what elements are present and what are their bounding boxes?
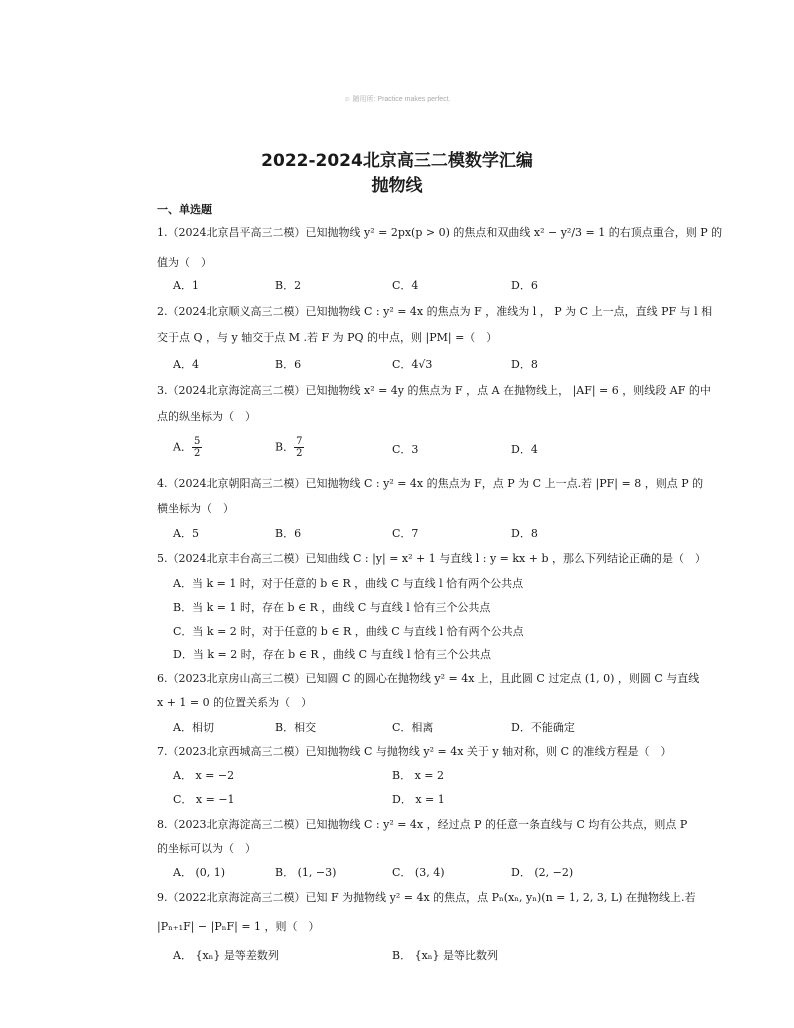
q7-option-a: A． x = −2: [173, 769, 235, 782]
section-heading: 一、单选题: [157, 203, 212, 216]
fraction-numerator: 7: [296, 436, 303, 447]
q3-option-d: D．4: [511, 443, 538, 456]
q5-option-b: B．当 k = 1 时，存在 b ∈ R ，曲线 C 与直线 l 恰有三个公共点: [173, 601, 491, 614]
q4-option-b: B．6: [275, 527, 302, 540]
fraction-numerator: 5: [193, 436, 201, 447]
q7-option-d: D． x = 1: [392, 793, 445, 806]
q9-option-b: B． {xₙ} 是等比数列: [392, 949, 499, 962]
question-6-line-1: 6.（2023北京房山高三二模）已知圆 C 的圆心在抛物线 y² = 4x 上，且此圆 C 过定点 (1, 0) ，则圆 C 与直线: [157, 672, 700, 685]
q3-option-a-label: A．: [173, 440, 192, 454]
q8-option-b: B． (1, −3): [275, 866, 337, 879]
q1-option-c: C．4: [392, 279, 419, 292]
q8-option-d: D． (2, −2): [511, 866, 574, 879]
q8-option-a: A． (0, 1): [173, 866, 226, 879]
question-8-line-1: 8.（2023北京海淀高三二模）已知抛物线 C : y² = 4x ，经过点 P 的任意一条直线与 C 均有公共点，则点 P: [157, 818, 688, 831]
header-note: ☺ 随用所: Practice makes perfect.: [343, 96, 451, 103]
q6-option-c: C．相离: [392, 721, 434, 734]
q4-option-d: D．8: [511, 527, 538, 540]
q3-option-a-fraction: [192, 436, 202, 459]
q5-option-a: A．当 k = 1 时，对于任意的 b ∈ R ，曲线 C 与直线 l 恰有两个公共点: [173, 577, 524, 590]
question-6-line-2: x + 1 = 0 的位置关系为（ ）: [157, 696, 313, 709]
q2-option-b: B．6: [275, 358, 302, 371]
q2-option-c: C．4√3: [392, 358, 433, 371]
document-subtitle: 抛物线: [371, 176, 423, 196]
question-3-line-1: 3.（2024北京海淀高三二模）已知抛物线 x² = 4y 的焦点为 F ，点 A 在抛物线上， |AF| = 6 ，则线段 AF 的中: [157, 384, 711, 397]
question-8-line-2: 的坐标可以为（ ）: [157, 842, 256, 855]
question-5-line-1: 5.（2024北京丰台高三二模）已知曲线 C : |y| = x² + 1 与直线 l : y = kx + b ，那么下列结论正确的是（ ）: [157, 552, 707, 565]
q2-option-d: D．8: [511, 358, 538, 371]
q1-option-a: A．1: [173, 279, 199, 292]
q8-option-c: C． (3, 4): [392, 866, 445, 879]
q5-option-c: C．当 k = 2 时，对于任意的 b ∈ R ，曲线 C 与直线 l 恰有两个公共点: [173, 625, 524, 638]
q3-option-b: [275, 436, 304, 459]
question-2-line-1: 2.（2024北京顺义高三二模）已知抛物线 C : y² = 4x 的焦点为 F ，准线为 l ， P 为 C 上一点，直线 PF 与 l 相: [157, 305, 713, 318]
q5-option-d: D．当 k = 2 时，存在 b ∈ R ，曲线 C 与直线 l 恰有三个公共点: [173, 648, 492, 661]
q7-option-c: C． x = −1: [173, 793, 235, 806]
question-4-line-2: 横坐标为（ ）: [157, 502, 234, 515]
q4-option-a: A．5: [173, 527, 199, 540]
q1-option-b: B．2: [275, 279, 302, 292]
question-9-line-2: |Pₙ₊₁F| − |PₙF| = 1 ，则（ ）: [157, 920, 320, 933]
question-2-line-2: 交于点 Q ，与 y 轴交于点 M .若 F 为 PQ 的中点，则 |PM| =（ ）: [157, 331, 498, 344]
q1-option-d: D．6: [511, 279, 538, 292]
q2-option-a: A．4: [173, 358, 199, 371]
q3-option-a: [173, 436, 202, 459]
q3-option-c: C．3: [392, 443, 419, 456]
q7-option-b: B． x = 2: [392, 769, 444, 782]
q6-option-b: B．相交: [275, 721, 317, 734]
q6-option-d: D．不能确定: [511, 721, 575, 734]
q6-option-a: A．相切: [173, 721, 214, 734]
q9-option-a: A． {xₙ} 是等差数列: [173, 949, 279, 962]
question-9-line-1: 9.（2022北京海淀高三二模）已知 F 为抛物线 y² = 4x 的焦点，点 Pₙ(xₙ, yₙ)(n = 1, 2, 3, L) 在抛物线上.若: [157, 891, 696, 904]
document-title: 2022-2024北京高三二模数学汇编: [261, 151, 533, 171]
q3-option-b-label: B．: [275, 440, 295, 454]
question-3-line-2: 点的纵坐标为（ ）: [157, 410, 256, 423]
question-1-line-1: 1.（2024北京昌平高三二模）已知抛物线 y² = 2px(p > 0) 的焦点和双曲线 x² − y²/3 = 1 的右顶点重合，则 P 的: [157, 226, 723, 239]
q3-option-b-fraction: [294, 436, 304, 459]
question-1-line-2: 值为（ ）: [157, 256, 212, 269]
q4-option-c: C．7: [392, 527, 419, 540]
fraction-denominator: 2: [193, 448, 201, 459]
question-7-line-1: 7.（2023北京西城高三二模）已知抛物线 C 与抛物线 y² = 4x 关于 y 轴对称，则 C 的准线方程是（ ）: [157, 745, 672, 758]
question-4-line-1: 4.（2024北京朝阳高三二模）已知抛物线 C : y² = 4x 的焦点为 F，点 P 为 C 上一点.若 |PF| = 8 ，则点 P 的: [157, 477, 704, 490]
fraction-denominator: 2: [296, 448, 303, 459]
